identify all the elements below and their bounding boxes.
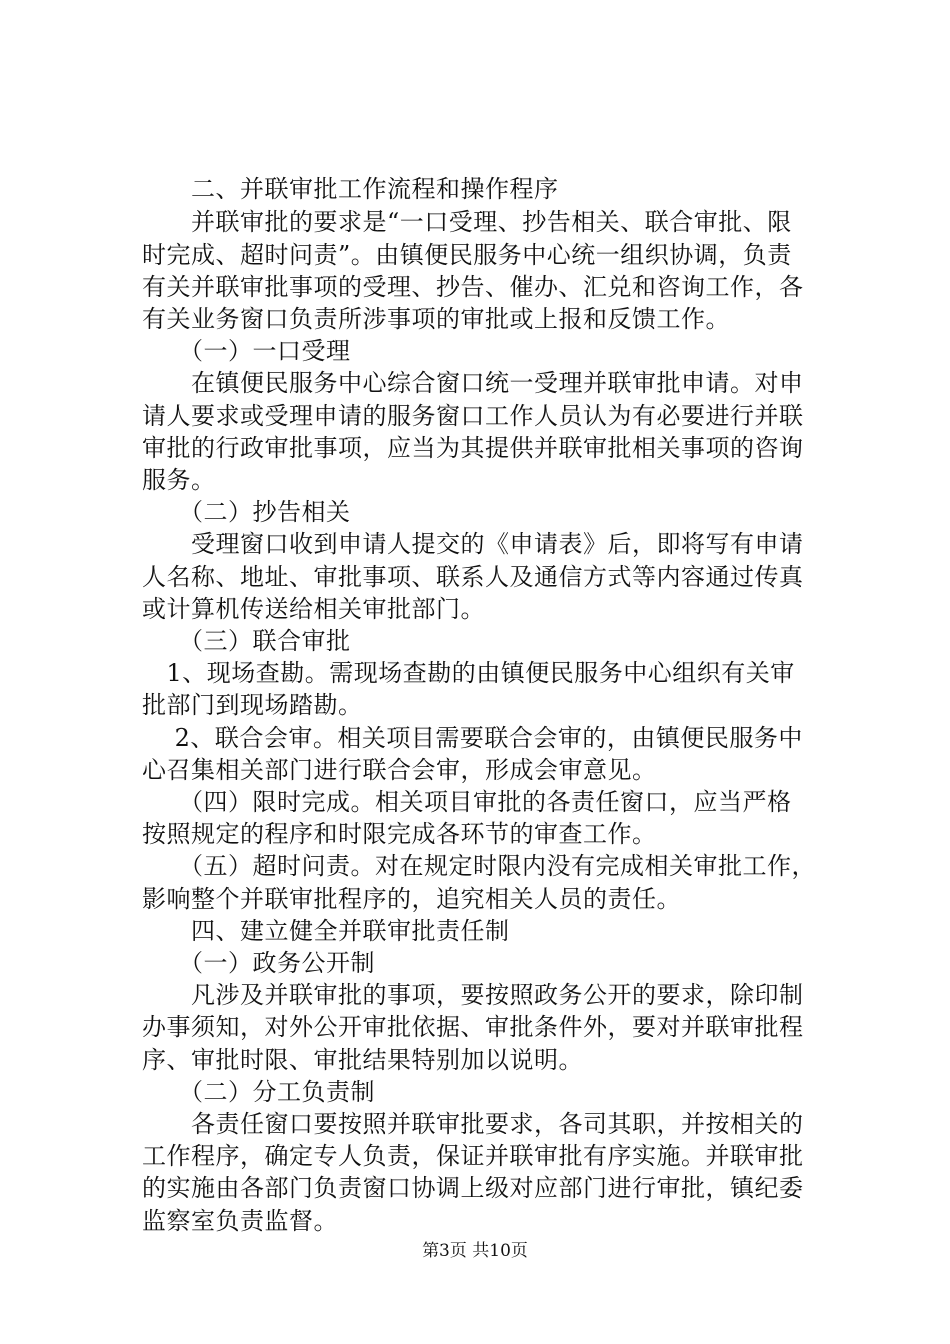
page-footer: 第3页 共10页 [422,1241,528,1261]
text-line: 监察室负责监督。 [142,1207,338,1235]
text-line: 人名称、地址、审批事项、联系人及通信方式等内容通过传真 [142,563,804,591]
text-line: （二）分工负责制 [142,1078,375,1106]
text-line: 并联审批的要求是“一口受理、抄告相关、联合审批、限 [142,208,792,236]
text-line: 的实施由各部门负责窗口协调上级对应部门进行审批，镇纪委 [142,1174,804,1202]
text-line: 凡涉及并联审批的事项，要按照政务公开的要求，除印制 [142,981,804,1009]
text-line: 影响整个并联审批程序的，追究相关人员的责任。 [142,885,681,913]
text-line: （二）抄告相关 [142,498,351,526]
text-line: （三）联合审批 [142,627,351,655]
text-line: 在镇便民服务中心综合窗口统一受理并联审批申请。对申 [142,369,804,397]
text-line: 2、联合会审。相关项目需要联合会审的，由镇便民服务中 [142,724,803,752]
text-line: 各责任窗口要按照并联审批要求，各司其职，并按相关的 [142,1110,804,1138]
text-line: 工作程序，确定专人负责，保证并联审批有序实施。并联审批 [142,1142,804,1170]
text-line: 心召集相关部门进行联合会审，形成会审意见。 [142,756,657,784]
text-line: 按照规定的程序和时限完成各环节的审查工作。 [142,820,657,848]
text-line: 审批的行政审批事项，应当为其提供并联审批相关事项的咨询 [142,434,804,462]
text-line: 1、现场查勘。需现场查勘的由镇便民服务中心组织有关审 [142,659,795,687]
text-line: 有关并联审批事项的受理、抄告、催办、汇兑和咨询工作，各 [142,273,804,301]
text-line: 批部门到现场踏勘。 [142,691,363,719]
text-line: 二、并联审批工作流程和操作程序 [142,175,559,203]
text-line: 有关业务窗口负责所涉事项的审批或上报和反馈工作。 [142,305,730,333]
text-line: 办事须知，对外公开审批依据、审批条件外，要对并联审批程 [142,1013,804,1041]
text-line: 序、审批时限、审批结果特别加以说明。 [142,1046,583,1074]
text-line: 时完成、超时问责”。由镇便民服务中心统一组织协调，负责 [142,241,792,269]
text-line: （五）超时问责。对在规定时限内没有完成相关审批工作， [142,852,816,880]
text-line: （四）限时完成。相关项目审批的各责任窗口，应当严格 [142,788,792,816]
text-line: 服务。 [142,466,216,494]
text-line: （一）政务公开制 [142,949,375,977]
text-line: 四、建立健全并联审批责任制 [142,917,510,945]
text-line: （一）一口受理 [142,337,351,365]
text-line: 请人要求或受理申请的服务窗口工作人员认为有必要进行并联 [142,402,804,430]
text-line: 受理窗口收到申请人提交的《申请表》后，即将写有申请 [142,530,804,558]
text-line: 或计算机传送给相关审批部门。 [142,595,485,623]
